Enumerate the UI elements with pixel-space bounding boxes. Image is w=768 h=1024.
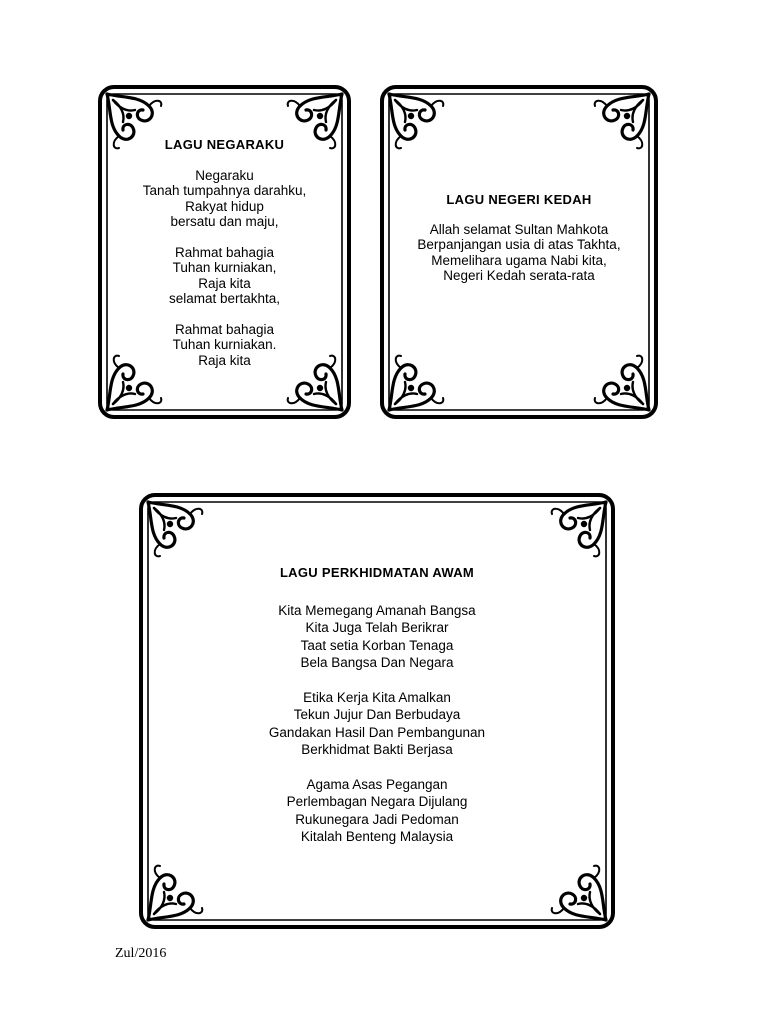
lyric-line: Tekun Jujur Dan Berbudaya <box>293 707 461 722</box>
card-title: LAGU NEGERI KEDAH <box>446 192 592 207</box>
card-title: LAGU PERKHIDMATAN AWAM <box>279 565 475 580</box>
corner-ornament-icon <box>148 866 202 920</box>
lyric-line: Tanah tumpahnya darahku, <box>142 183 307 198</box>
corner-ornament-icon <box>552 502 606 556</box>
lyric-line: Negaraku <box>195 167 254 183</box>
corner-ornament-icon <box>595 94 649 148</box>
lyric-line: Berkhidmat Bakti Berjasa <box>301 742 453 757</box>
stanza-2 <box>138 689 616 759</box>
lyric-line: Berpanjangan usia di atas Takhta, <box>417 237 621 252</box>
lyric-line: Negeri Kedah serata-rata <box>443 268 595 283</box>
lyric-line: Allah selamat Sultan Mahkota <box>429 221 609 237</box>
card-lagu-perkhidmatan-awam <box>138 492 616 930</box>
lyric-line: Kita Juga Telah Berikrar <box>305 620 449 635</box>
lyric-line: Kita Memegang Amanah Bangsa <box>278 602 476 618</box>
card-lagu-negaraku <box>97 84 352 420</box>
corner-ornament-icon <box>389 356 443 410</box>
stanza-2 <box>97 245 352 307</box>
lyric-line: Bela Bangsa Dan Negara <box>300 655 454 670</box>
lyric-line: Perlembagan Negara Dijulang <box>286 794 468 809</box>
stanza-1 <box>97 168 352 230</box>
lyric-line: Rukunegara Jadi Pedoman <box>295 811 459 827</box>
card-title: LAGU NEGARAKU <box>164 137 285 152</box>
card-content <box>138 564 616 863</box>
lyric-line: Memelihara ugama Nabi kita, <box>431 252 607 268</box>
footer-signature: Zul/2016 <box>115 946 167 961</box>
lyric-line: Rakyat hidup <box>185 198 264 214</box>
lyric-line: Gandakan Hasil Dan Pembangunan <box>268 724 486 740</box>
stanza-3 <box>138 776 616 846</box>
corner-ornament-icon <box>552 866 606 920</box>
stanza-1 <box>379 222 659 284</box>
lyric-line: bersatu dan maju, <box>170 214 279 229</box>
stanza-3 <box>97 322 352 369</box>
lyric-line: Agama Asas Pegangan <box>306 776 448 792</box>
lyric-line: Raja kita <box>198 275 251 291</box>
lyric-line: Rahmat bahagia <box>174 321 275 337</box>
card-lagu-negeri-kedah <box>379 84 659 420</box>
corner-ornament-icon <box>389 94 443 148</box>
lyric-line: Rahmat bahagia <box>174 244 275 260</box>
corner-ornament-icon <box>148 502 202 556</box>
lyric-line: Kitalah Benteng Malaysia <box>300 829 454 844</box>
lyric-line: Etika Kerja Kita Amalkan <box>303 689 451 705</box>
corner-ornament-icon <box>595 356 649 410</box>
card-content <box>379 192 659 284</box>
lyric-line: Raja kita <box>198 352 251 368</box>
lyric-line: Tuhan kurniakan, <box>172 260 277 275</box>
lyric-line: selamat bertakhta, <box>168 291 281 306</box>
lyric-line: Tuhan kurniakan. <box>172 337 277 352</box>
stanza-1 <box>138 602 616 672</box>
lyric-line: Taat setia Korban Tenaga <box>300 637 454 653</box>
card-content <box>97 137 352 368</box>
